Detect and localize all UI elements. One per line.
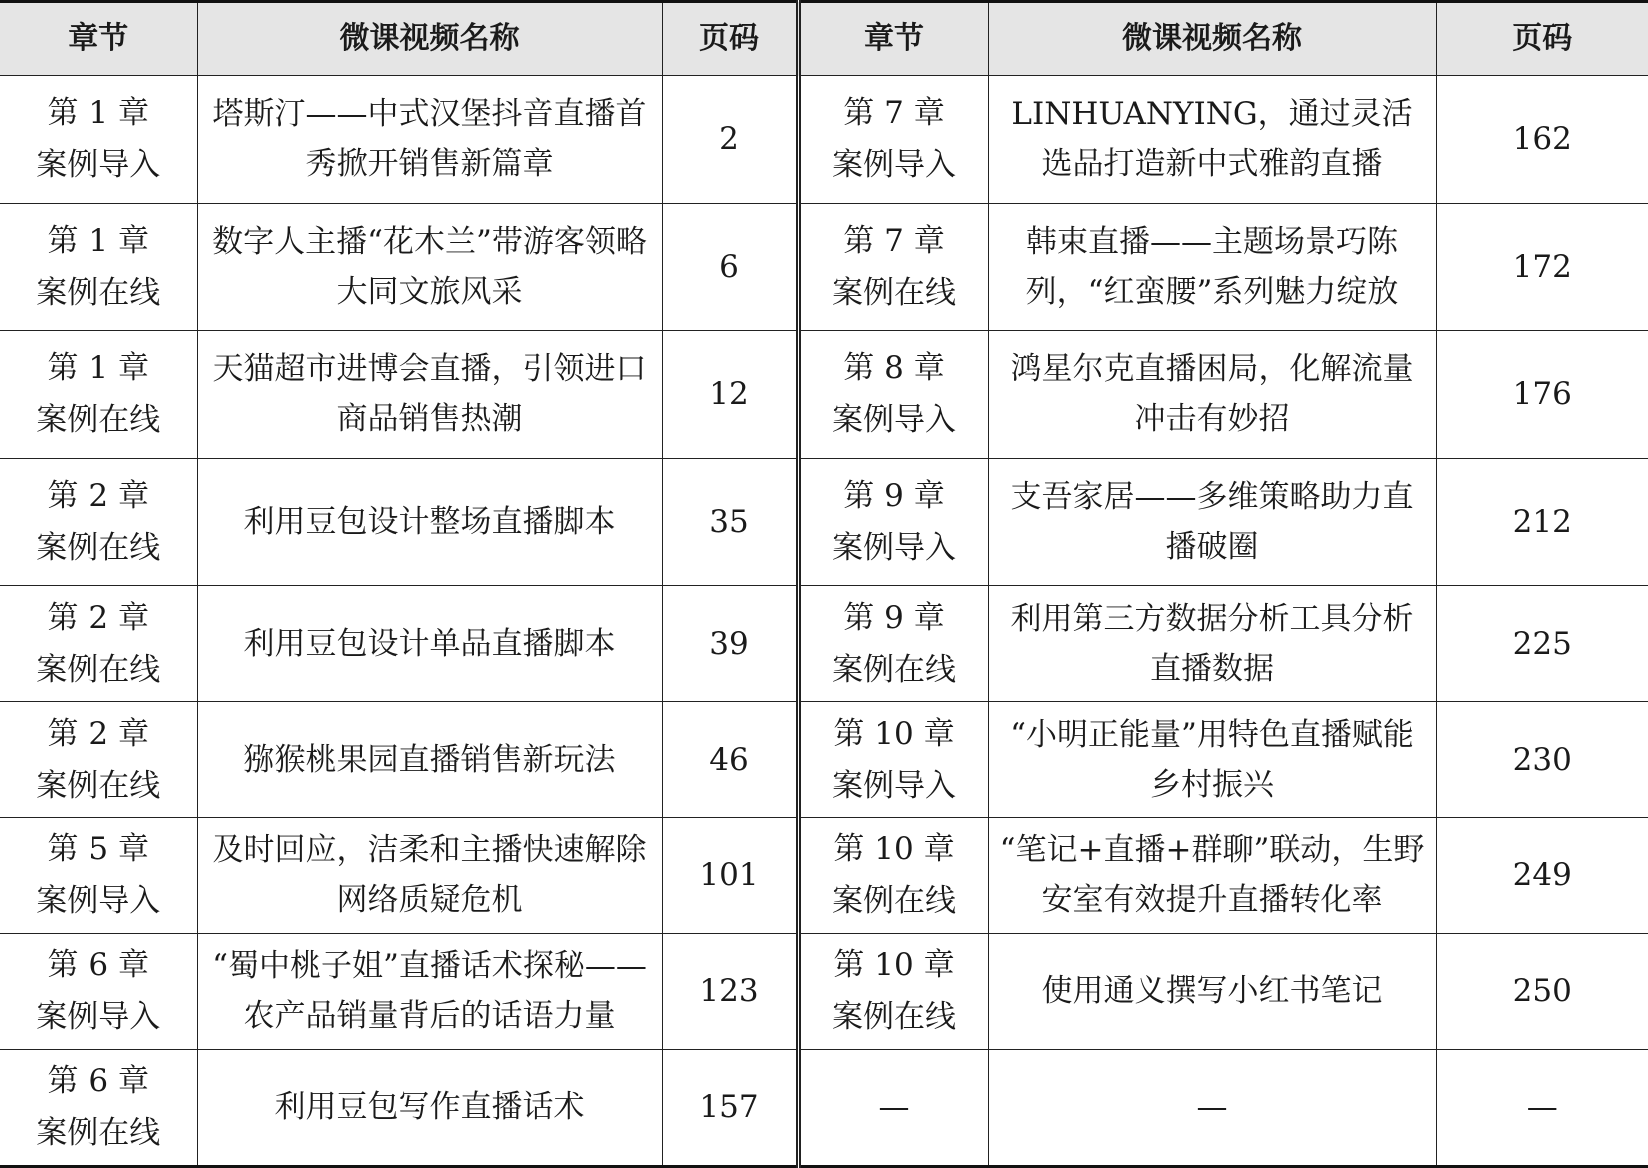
video-title-cell-right: “笔记+直播+群聊”联动，生野安室有效提升直播转化率 (988, 818, 1436, 934)
table-row (0, 331, 1648, 459)
video-title-cell-right: 利用第三方数据分析工具分析直播数据 (988, 586, 1436, 702)
chapter-cell-left (0, 818, 197, 934)
chapter-number: 第 1 章 (47, 95, 149, 132)
chapter-cell-right (798, 203, 988, 331)
video-title-cell-left: 数字人主播“花木兰”带游客领略大同文旅风采 (197, 203, 662, 331)
chapter-cell-right (798, 818, 988, 934)
chapter-cell-left (0, 331, 197, 459)
table-row (0, 458, 1648, 586)
video-title-cell-right: — (988, 1049, 1436, 1166)
chapter-cell-right (798, 586, 988, 702)
page-number-cell-right: 230 (1436, 702, 1648, 818)
video-title-cell-right: 使用通义撰写小红书笔记 (988, 933, 1436, 1049)
chapter-cell-right (798, 702, 988, 818)
case-type: 案例在线 (36, 274, 161, 311)
video-title-cell-right: LINHUANYING，通过灵活选品打造新中式雅韵直播 (988, 76, 1436, 204)
case-type: 案例在线 (36, 651, 161, 688)
header-video-title-left: 微课视频名称 (197, 2, 662, 76)
table-body (0, 76, 1648, 1167)
chapter-cell-right (798, 76, 988, 204)
chapter-number: 第 7 章 (843, 95, 945, 132)
case-type: 案例在线 (832, 883, 956, 920)
video-title-cell-right: 支吾家居——多维策略助力直播破圈 (988, 458, 1436, 586)
video-title-cell-left: 及时回应，洁柔和主播快速解除网络质疑危机 (197, 818, 662, 934)
chapter-number: 第 10 章 (833, 947, 955, 984)
chapter-cell-right (798, 331, 988, 459)
table-row (0, 702, 1648, 818)
chapter-cell-left (0, 586, 197, 702)
chapter-number: 第 9 章 (843, 477, 945, 514)
page-number-cell-right: 225 (1436, 586, 1648, 702)
chapter-cell-left (0, 76, 197, 204)
video-title-cell-left: 利用豆包设计单品直播脚本 (197, 586, 662, 702)
case-type: 案例导入 (36, 883, 161, 920)
video-title-cell-right: 韩束直播——主题场景巧陈列，“红蛮腰”系列魅力绽放 (988, 203, 1436, 331)
video-title-cell-right: “小明正能量”用特色直播赋能乡村振兴 (988, 702, 1436, 818)
video-title-cell-left: 利用豆包写作直播话术 (197, 1049, 662, 1166)
case-type: 案例在线 (36, 529, 161, 566)
case-type: 案例导入 (832, 402, 956, 439)
chapter-cell-right (798, 1049, 988, 1166)
table-row (0, 586, 1648, 702)
case-type: 案例导入 (36, 999, 161, 1036)
page-number-cell-right: — (1436, 1049, 1648, 1166)
case-type: 案例导入 (832, 529, 956, 566)
video-title-cell-left: 塔斯汀——中式汉堡抖音直播首秀掀开销售新篇章 (197, 76, 662, 204)
chapter-number: 第 7 章 (843, 222, 945, 259)
page-number-cell-left: 123 (662, 933, 798, 1049)
video-title-cell-left: 利用豆包设计整场直播脚本 (197, 458, 662, 586)
table-header-row (0, 2, 1648, 76)
chapter-cell-left (0, 702, 197, 818)
chapter-number: 第 9 章 (843, 599, 945, 636)
chapter-number: 第 8 章 (843, 350, 945, 387)
chapter-number: 第 2 章 (47, 599, 149, 636)
page-number-cell-right: 250 (1436, 933, 1648, 1049)
page-number-cell-left: 12 (662, 331, 798, 459)
page-number-cell-left: 35 (662, 458, 798, 586)
video-title-cell-right: 鸿星尔克直播困局，化解流量冲击有妙招 (988, 331, 1436, 459)
case-type: 案例导入 (36, 147, 161, 184)
table-row (0, 933, 1648, 1049)
page-number-cell-left: 101 (662, 818, 798, 934)
chapter-cell-left (0, 1049, 197, 1166)
case-type: 案例在线 (832, 651, 956, 688)
page-number-cell-right: 249 (1436, 818, 1648, 934)
case-type: 案例导入 (832, 147, 956, 184)
case-type: 案例在线 (832, 999, 956, 1036)
page-number-cell-left: 157 (662, 1049, 798, 1166)
chapter-number: 第 2 章 (47, 715, 149, 752)
chapter-number: 第 1 章 (47, 350, 149, 387)
table-row (0, 818, 1648, 934)
page-number-cell-left: 2 (662, 76, 798, 204)
header-page-right: 页码 (1436, 2, 1648, 76)
header-chapter-right: 章节 (798, 2, 988, 76)
page-number-cell-left: 39 (662, 586, 798, 702)
chapter-number: 第 1 章 (47, 222, 149, 259)
header-video-title-right: 微课视频名称 (988, 2, 1436, 76)
chapter-number: 第 10 章 (833, 831, 955, 868)
video-title-cell-left: “蜀中桃子姐”直播话术探秘——农产品销量背后的话语力量 (197, 933, 662, 1049)
case-type: 案例导入 (832, 767, 956, 804)
chapter-number: 第 6 章 (47, 947, 149, 984)
video-title-cell-left: 天猫超市进博会直播，引领进口商品销售热潮 (197, 331, 662, 459)
page-number-cell-right: 172 (1436, 203, 1648, 331)
chapter-number: 第 10 章 (833, 715, 955, 752)
header-chapter-left: 章节 (0, 2, 197, 76)
table-row (0, 1049, 1648, 1166)
chapter-cell-right (798, 933, 988, 1049)
case-type: 案例在线 (36, 767, 161, 804)
chapter-cell-left (0, 203, 197, 331)
table-row (0, 76, 1648, 204)
page-number-cell-right: 162 (1436, 76, 1648, 204)
case-type: 案例在线 (832, 274, 956, 311)
page-number-cell-left: 46 (662, 702, 798, 818)
header-page-left: 页码 (662, 2, 798, 76)
video-title-cell-left: 猕猴桃果园直播销售新玩法 (197, 702, 662, 818)
chapter-cell-right (798, 458, 988, 586)
chapter-cell-left (0, 458, 197, 586)
page-number-cell-right: 176 (1436, 331, 1648, 459)
case-type: 案例在线 (36, 402, 161, 439)
chapter-number: 第 2 章 (47, 477, 149, 514)
page-number-cell-left: 6 (662, 203, 798, 331)
table-row (0, 203, 1648, 331)
chapter-number: 第 6 章 (47, 1063, 149, 1100)
chapter-cell-left (0, 933, 197, 1049)
chapter-number: — (878, 1089, 910, 1126)
page-number-cell-right: 212 (1436, 458, 1648, 586)
chapter-number: 第 5 章 (47, 831, 149, 868)
case-type: 案例在线 (36, 1115, 161, 1152)
